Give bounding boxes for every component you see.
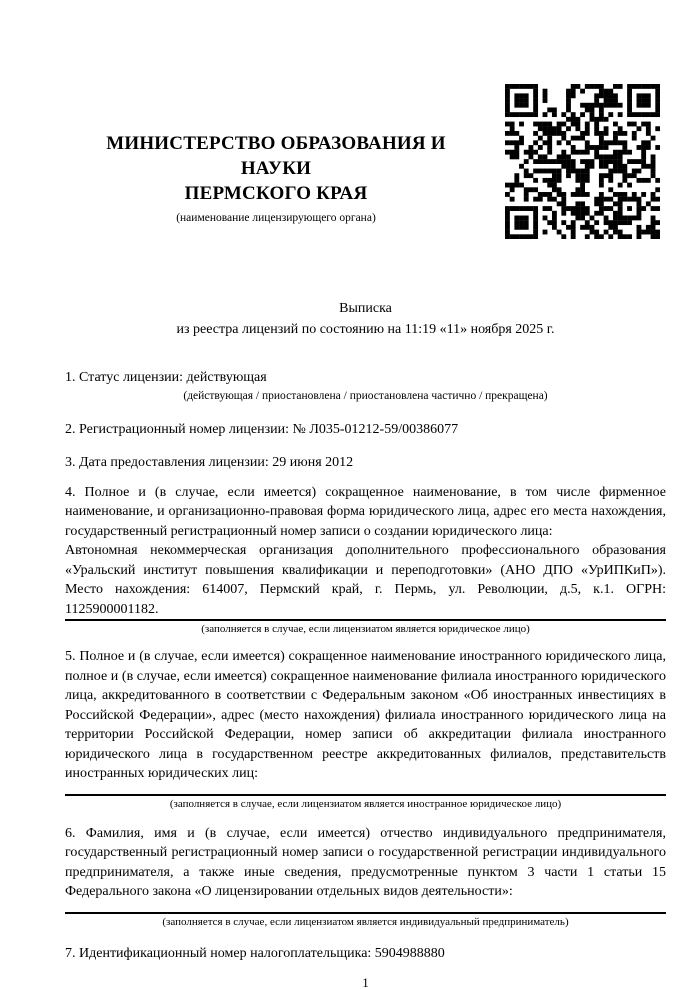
registration-number-item: 2. Регистрационный номер лицензии: № Л035-01212-59/00386077 [65, 421, 459, 437]
legal-entity-underline [65, 619, 666, 621]
entrepreneur-empty-value [65, 902, 666, 912]
entrepreneur-item [65, 824, 666, 930]
document-header [65, 0, 666, 298]
entrepreneur-label: 6. Фамилия, имя и (в случае, если имеется) отчество индивидуального предпринимателя, государственный регистрационный номер записи о государственной регистрации индивидуального предпринимателя, а также иные сведения, предусмотренные пунктом 3 части 1 статьи 15 Федерального закона «О лицензировании отдельных видов деятельности»: [65, 825, 666, 899]
ministry-name-line1: МИНИСТЕРСТВО ОБРАЗОВАНИЯ И НАУКИ [106, 133, 446, 179]
foreign-entity-item [65, 647, 666, 812]
extract-date-line: из реестра лицензий по состоянию на 11:19 «11» ноября 2025 г. [176, 322, 555, 337]
ministry-name-line2: ПЕРМСКОГО КРАЯ [184, 183, 368, 204]
foreign-entity-label: 5. Полное и (в случае, если имеется) сокращенное наименование иностранного юридического лица, полное и (в случае, если имеется) сокращенное наименование филиала иностранного юридического лица, аккредитованного в соответствии с Федеральным законом «Об иностранных инвестициях в Российской Федерации», адрес (место нахождения) филиала иностранного юридического лица на территории Российской Федерации, номер записи об аккредитации филиала иностранного юридического лица в государственном реестре аккредитованных филиалов, представительств иностранных юридических лиц: [65, 649, 666, 781]
legal-entity-item [65, 483, 666, 638]
licensing-authority-block [70, 131, 482, 225]
foreign-entity-caption: (заполняется в случае, если лицензиатом является иностранное юридическое лицо) [169, 797, 562, 810]
legal-entity-label: 4. Полное и (в случае, если имеется) сокращенное наименование, в том числе фирменное наименование, и организационно-правовая форма юридического лица, адрес его места нахождения, государственный регистрационный номер записи о создании юридического лица: [65, 484, 666, 539]
entrepreneur-caption: (заполняется в случае, если лицензиатом является индивидуальный предприниматель) [162, 915, 569, 928]
legal-entity-caption: (заполняется в случае, если лицензиатом является юридическое лицо) [201, 623, 530, 635]
legal-entity-value: Автономная некоммерческая организация дополнительного профессионального образования «Уральский институт повышения квалификации и переподготовки» (АНО ДПО «УрИПКиП»). Место нахождения: 614007, Пермский край, г. Пермь, ул. Революции, д.5, к.1. ОГРН: 1125900001182. [65, 543, 666, 617]
status-options-note: (действующая / приостановлена / приостановлена частично / прекращена) [183, 389, 548, 402]
taxpayer-number-item: 7. Идентификационный номер налогоплательщика: 5904988880 [65, 945, 445, 961]
foreign-entity-empty-value [65, 784, 666, 794]
license-grant-date-item: 3. Дата предоставления лицензии: 29 июня 2012 [65, 455, 354, 470]
document-title-block [65, 298, 666, 340]
license-status-text: 1. Статус лицензии: действующая [65, 370, 267, 385]
document-title: Выписка [339, 301, 392, 316]
ministry-caption: (наименование лицензирующего органа) [176, 212, 376, 224]
qr-code-icon [505, 84, 660, 239]
license-status-item [65, 368, 666, 405]
entrepreneur-underline [65, 912, 666, 914]
foreign-entity-underline [65, 794, 666, 796]
page-number: 1 [362, 975, 369, 989]
